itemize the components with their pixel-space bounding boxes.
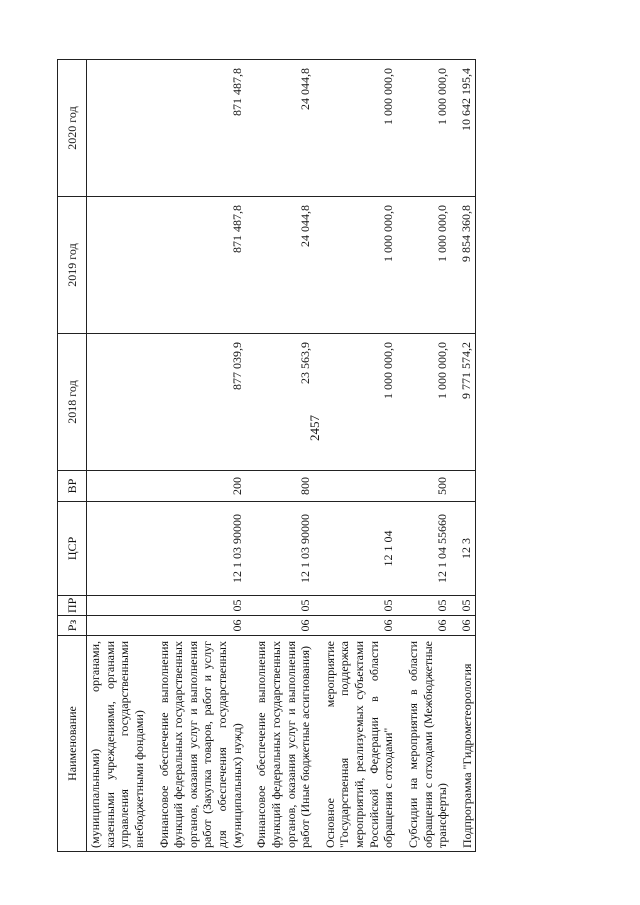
row-vr [459, 471, 476, 502]
row-2018: 1 000 000,0 [405, 334, 459, 471]
row-rz: 06 [322, 616, 405, 636]
table-row [156, 60, 254, 852]
row-name: Финансовое обеспечение выполнения функций федеральных государственных органов, оказания услуг и выполнения работ (Иные бюджетные ассигнования) [253, 636, 322, 852]
row-pr [87, 596, 156, 616]
row-2019: 9 854 360,8 [459, 197, 476, 334]
row-2019: 1 000 000,0 [405, 197, 459, 334]
header-vr: ВР [58, 471, 87, 502]
row-name: Финансовое обеспечение выполнения функций федеральных государственных органов, оказания услуг и выполнения работ (Закупка товаров, работ и услуг для обеспечения государственных (муниципальных) нужд) [156, 636, 254, 852]
table-row [322, 60, 405, 852]
row-name: Основное мероприятие "Государственная поддержка мероприятий, реализуемых субъектами Российской Федерации в области обращения с отходами" [322, 636, 405, 852]
table-row [87, 60, 156, 852]
table-row [459, 60, 476, 852]
row-csr [87, 502, 156, 596]
row-2020: 24 044,8 [253, 60, 322, 197]
row-csr: 12 3 [459, 502, 476, 596]
row-2019: 1 000 000,0 [322, 197, 405, 334]
header-2018: 2018 год [58, 334, 87, 471]
row-csr: 12 1 04 55660 [405, 502, 459, 596]
row-2019: 24 044,8 [253, 197, 322, 334]
row-rz: 06 [156, 616, 254, 636]
table-header-row [58, 60, 87, 852]
row-2018: 23 563,9 [253, 334, 322, 471]
row-rz: 06 [459, 616, 476, 636]
row-2020: 1 000 000,0 [405, 60, 459, 197]
row-vr: 500 [405, 471, 459, 502]
row-vr [322, 471, 405, 502]
table-row [405, 60, 459, 852]
row-2019 [87, 197, 156, 334]
header-name: Наименование [58, 636, 87, 852]
row-csr: 12 1 03 90000 [253, 502, 322, 596]
row-pr: 05 [322, 596, 405, 616]
row-pr: 05 [459, 596, 476, 616]
row-rz [87, 616, 156, 636]
rotated-table-container [57, 60, 602, 852]
header-pr: ПР [58, 596, 87, 616]
row-pr: 05 [253, 596, 322, 616]
row-2018 [87, 334, 156, 471]
table-row [253, 60, 322, 852]
row-2020 [87, 60, 156, 197]
row-name: Субсидии на мероприятия в области обращения с отходами (Межбюджетные трансферты) [405, 636, 459, 852]
row-csr: 12 1 04 [322, 502, 405, 596]
row-2018: 1 000 000,0 [322, 334, 405, 471]
header-rz: Рз [58, 616, 87, 636]
row-rz: 06 [405, 616, 459, 636]
row-csr: 12 1 03 90000 [156, 502, 254, 596]
row-pr: 05 [405, 596, 459, 616]
header-2019: 2019 год [58, 197, 87, 334]
budget-table [57, 59, 476, 852]
row-2018: 9 771 574,2 [459, 334, 476, 471]
header-csr: ЦСР [58, 502, 87, 596]
row-pr: 05 [156, 596, 254, 616]
row-2020: 1 000 000,0 [322, 60, 405, 197]
row-rz: 06 [253, 616, 322, 636]
header-2020: 2020 год [58, 60, 87, 197]
row-vr: 200 [156, 471, 254, 502]
row-vr [87, 471, 156, 502]
row-name: (муниципальными) органами, казенными учреждениями, органами управления государственными внебюджетными фондами) [87, 636, 156, 852]
row-2019: 871 487,8 [156, 197, 254, 334]
row-vr: 800 [253, 471, 322, 502]
page-number: 2457 [307, 415, 322, 441]
row-2020: 10 642 195,4 [459, 60, 476, 197]
row-2020: 871 487,8 [156, 60, 254, 197]
row-2018: 877 039,9 [156, 334, 254, 471]
row-name: Подпрограмма "Гидрометеорология [459, 636, 476, 852]
